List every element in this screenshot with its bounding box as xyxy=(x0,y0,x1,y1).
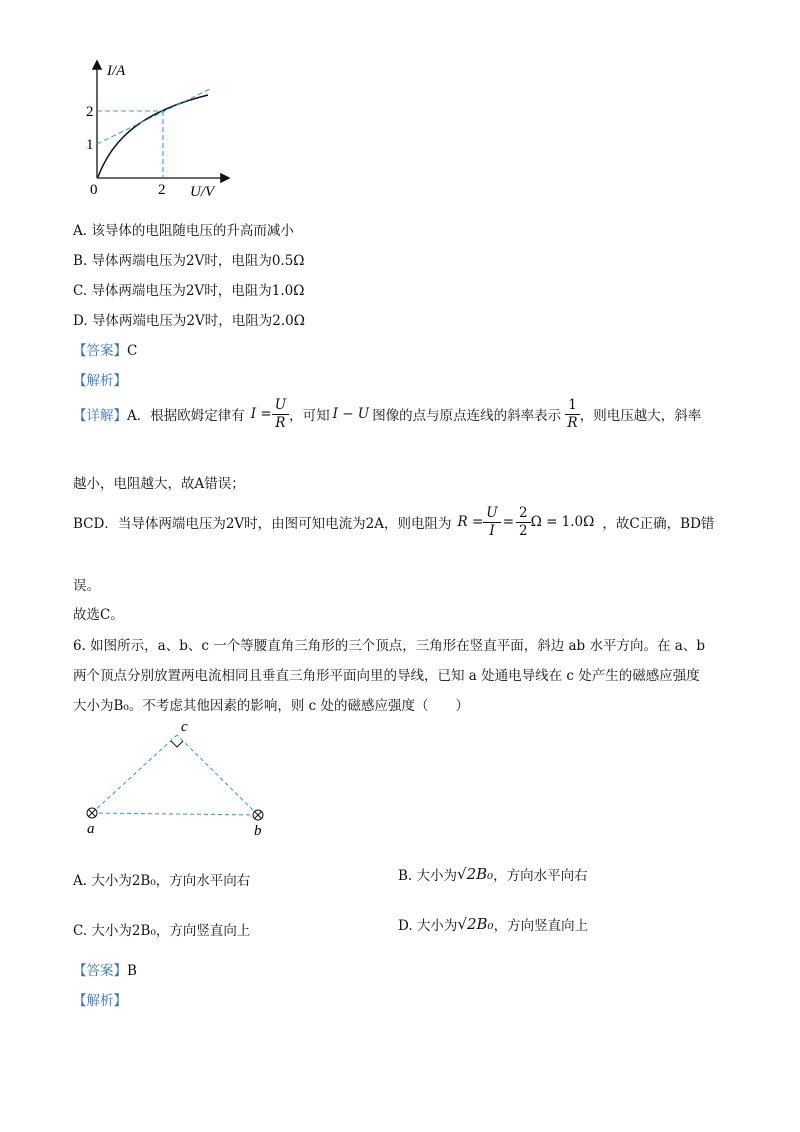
option-b-prefix: B. 大小为 xyxy=(398,868,458,884)
q6-option-a: A. 大小为2B₀，方向水平向右 xyxy=(73,873,251,889)
calc-lhs: R = xyxy=(457,514,484,530)
iu-label: I − U xyxy=(332,406,370,422)
q5-detail-line-2: 越小，电阻越大，故A错误； xyxy=(73,476,245,492)
label-a: a xyxy=(87,821,95,837)
detail-text: 图像的点与原点连线的斜率表示 xyxy=(372,408,562,424)
q5-detail-line-4: 误。 xyxy=(73,578,100,594)
q5-option-d: D. 导体两端电压为2V时，电阻为2.0Ω xyxy=(73,313,305,329)
calc-result: Ω = 1.0Ω xyxy=(530,514,595,530)
option-d-prefix: D. 大小为 xyxy=(398,918,458,934)
q5-option-c: C. 导体两端电压为2V时，电阻为1.0Ω xyxy=(73,283,305,299)
q5-option-a: A. 该导体的电阻随电压的升高而减小 xyxy=(73,223,294,239)
label-c: c xyxy=(181,719,188,735)
q6-answer xyxy=(73,959,137,979)
slope-fraction xyxy=(565,397,580,432)
origin-label: 0 xyxy=(90,182,98,198)
side-ab xyxy=(92,813,258,815)
ohm-fraction xyxy=(272,397,289,432)
q6-stem-line-1: 6. 如图所示，a、b、c 一个等腰直角三角形的三个顶点，三角形在竖直平面，斜边 ab 水平方向。在 a、b xyxy=(73,638,705,654)
q5-answer xyxy=(73,339,137,359)
right-angle-mark xyxy=(171,741,183,747)
calc-denominator-2: 2 xyxy=(519,522,528,539)
calc-numerator-2: 2 xyxy=(516,505,531,523)
answer-label: 【答案】 xyxy=(73,343,127,359)
detail-text: BCD．当导体两端电压为2V时，由图可知电流为2A，则电阻为 xyxy=(73,516,452,532)
label-b: b xyxy=(254,823,262,839)
slope-denominator: R xyxy=(567,414,578,431)
ohm-lhs: I = xyxy=(250,406,272,422)
wire-b-into-page-icon xyxy=(253,810,263,820)
answer-label: 【答案】 xyxy=(73,963,127,979)
q5-option-b: B. 导体两端电压为2V时，电阻为0.5Ω xyxy=(73,253,305,269)
triangle-diagram xyxy=(80,715,280,840)
slope-numerator: 1 xyxy=(565,397,580,415)
wire-a-into-page-icon xyxy=(87,808,97,818)
detail-text: ，可知 xyxy=(289,408,330,424)
y-tick-1: 1 xyxy=(86,137,94,153)
ohm-denominator: R xyxy=(275,414,286,431)
detail-tag: 【详解】 xyxy=(73,408,127,424)
q6-analysis-label: 【解析】 xyxy=(73,993,127,1009)
calc-numerator-1: U xyxy=(483,505,500,523)
q6-option-d xyxy=(398,914,588,934)
side-ac xyxy=(92,735,177,813)
detail-text: ，则电压越大，斜率 xyxy=(579,408,702,424)
calc-denominator-1: I xyxy=(489,522,495,539)
q5-detail-line-3 xyxy=(73,500,714,544)
tangent-line xyxy=(97,88,212,144)
option-d-suffix: ，方向竖直向上 xyxy=(493,918,589,934)
answer-value: C xyxy=(127,343,138,359)
q6-stem-line-2: 两个顶点分别放置两电流相同且垂直三角形平面向里的导线，已知 a 处通电导线在 c 处产生的磁感应强度 xyxy=(73,668,700,684)
iu-graph xyxy=(80,52,250,202)
q5-conclusion: 故选C。 xyxy=(73,607,124,623)
option-b-value: √2B₀ xyxy=(457,865,494,883)
q6-option-b xyxy=(398,864,588,884)
side-bc xyxy=(177,735,258,815)
option-b-suffix: ，方向水平向右 xyxy=(493,868,588,884)
q6-stem-line-3: 大小为B₀。不考虑其他因素的影响，则 c 处的磁感应强度（ ） xyxy=(73,698,469,714)
q5-analysis-label: 【解析】 xyxy=(73,373,127,389)
q5-detail-line-1 xyxy=(73,394,701,434)
calc-equals: = xyxy=(502,514,514,530)
option-d-value: √2B₀ xyxy=(457,915,494,933)
x-tick-2: 2 xyxy=(158,182,166,198)
calc-fraction-2 xyxy=(516,505,531,540)
detail-text: A．根据欧姆定律有 xyxy=(127,408,245,424)
q6-option-c: C. 大小为2B₀，方向竖直向上 xyxy=(73,923,251,939)
calc-fraction-1 xyxy=(483,505,500,540)
y-tick-2: 2 xyxy=(86,104,94,120)
y-axis-label: I/A xyxy=(107,63,126,79)
detail-text: ，故C正确，BD错 xyxy=(602,516,715,532)
x-axis-label: U/V xyxy=(190,184,215,200)
answer-value: B xyxy=(127,963,137,979)
ohm-numerator: U xyxy=(272,397,289,415)
